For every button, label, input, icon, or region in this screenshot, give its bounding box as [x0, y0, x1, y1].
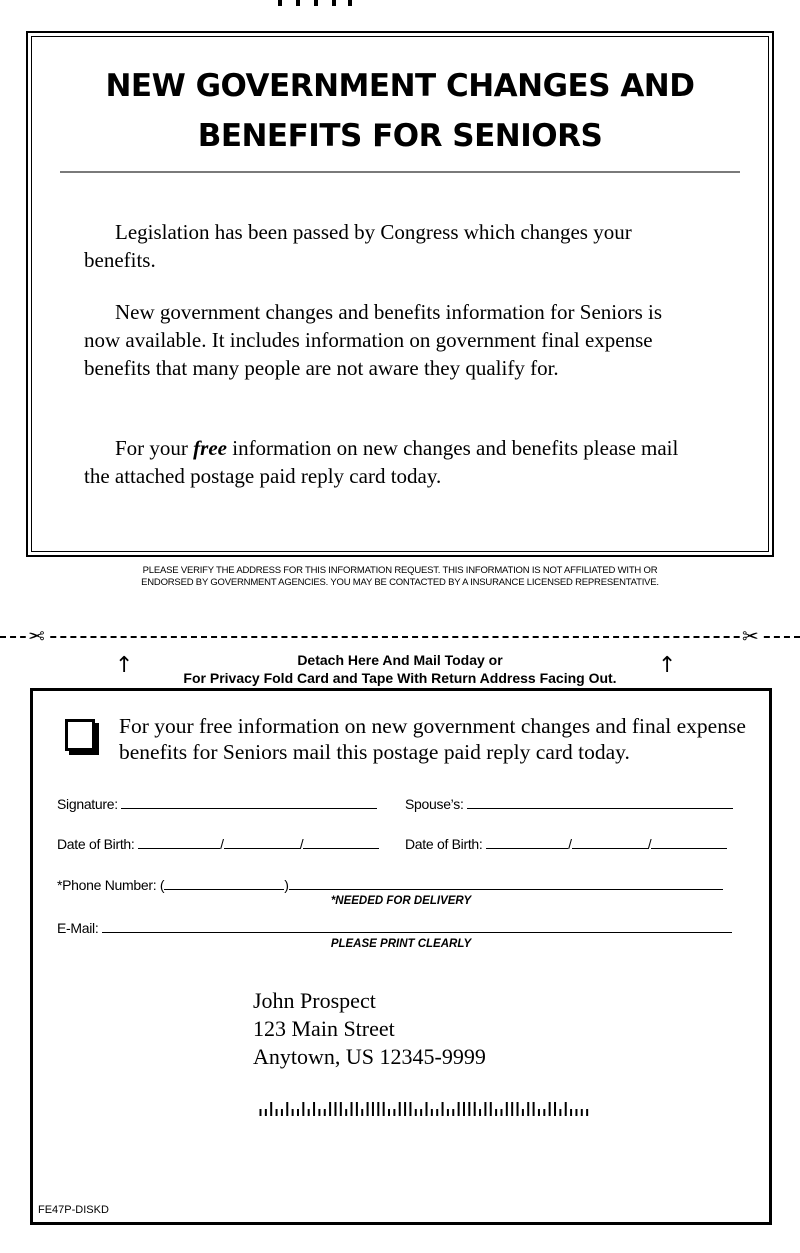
disclaimer-line-1: PLEASE VERIFY THE ADDRESS FOR THIS INFORMATION REQUEST. THIS INFORMATION IS NOT AFFILIATED WITH OR [142, 565, 658, 576]
notice-headline [28, 61, 772, 161]
barcode-bar [340, 1102, 342, 1116]
email-field[interactable] [57, 919, 732, 937]
spouse-dob-year-line[interactable] [651, 835, 727, 849]
dob-year-line[interactable] [303, 835, 379, 849]
barcode-bar [297, 1109, 299, 1116]
email-label: E-Mail: [57, 920, 99, 936]
barcode-bar [490, 1102, 492, 1116]
email-note: PLEASE PRINT CLEARLY [330, 938, 472, 950]
address-name: John Prospect [253, 988, 376, 1013]
barcode-bar [495, 1109, 497, 1116]
headline-line-1: NEW GOVERNMENT CHANGES AND [105, 68, 695, 104]
barcode-bar [404, 1102, 406, 1116]
barcode-bar [517, 1102, 519, 1116]
address-street: 123 Main Street [253, 1016, 395, 1041]
barcode-bar [426, 1102, 428, 1116]
barcode-bar [302, 1102, 304, 1116]
paragraph-3-before: For your [115, 436, 194, 460]
spouse-label: Spouse’s: [405, 796, 464, 812]
barcode-bar [479, 1109, 481, 1116]
barcode-bar [292, 1109, 294, 1116]
barcode-bar [533, 1102, 535, 1116]
barcode-bar [329, 1102, 331, 1116]
barcode-bar [318, 1109, 320, 1116]
barcode-bar [324, 1109, 326, 1116]
barcode-bar [334, 1102, 336, 1116]
spouse-dob-month-line[interactable] [486, 835, 568, 849]
paragraph-3-after: information on new changes and benefits please mail the attached postage paid reply card today. [84, 436, 679, 488]
spouse-dob-separator-2: / [647, 836, 652, 852]
barcode-bar [474, 1102, 476, 1116]
barcode-bar [575, 1109, 577, 1116]
email-line[interactable] [102, 919, 732, 933]
barcode-bar [313, 1102, 315, 1116]
notice-paragraph-3 [84, 434, 684, 490]
detach-instructions [0, 651, 800, 687]
dob-day-line[interactable] [224, 835, 300, 849]
barcode-bar [549, 1102, 551, 1116]
barcode-bar [409, 1102, 411, 1116]
barcode-bar [511, 1102, 513, 1116]
scissors-right-icon: ✂ [742, 624, 759, 648]
barcode-bar [484, 1102, 486, 1116]
cut-line [0, 636, 800, 638]
barcode-bar [399, 1102, 401, 1116]
signature-field[interactable] [57, 795, 377, 813]
spouse-dob-label: Date of Birth: [405, 836, 483, 852]
phone-field[interactable] [57, 876, 723, 894]
arrow-up-left-icon: ↑ [115, 653, 134, 678]
barcode-bar [468, 1102, 470, 1116]
barcode-bar [559, 1109, 561, 1116]
notice-paragraph-1 [84, 218, 684, 274]
barcode-bar [308, 1109, 310, 1116]
phone-close-paren: ) [284, 877, 289, 893]
barcode-bar [447, 1109, 449, 1116]
barcode-bar [527, 1102, 529, 1116]
barcode-bar [463, 1102, 465, 1116]
address-city: Anytown, US 12345-9999 [253, 1044, 486, 1069]
paragraph-1-text: Legislation has been passed by Congress which changes your benefits. [84, 220, 632, 272]
barcode-bar [565, 1102, 567, 1116]
reply-card [30, 688, 772, 1225]
postal-barcode-icon [259, 1101, 591, 1119]
barcode-bar [388, 1109, 390, 1116]
barcode-bar [586, 1109, 588, 1116]
phone-number-line[interactable] [289, 876, 723, 890]
barcode-bar [383, 1102, 385, 1116]
headline-divider [60, 171, 740, 173]
phone-area-code-line[interactable] [164, 876, 284, 890]
barcode-bar [345, 1109, 347, 1116]
barcode-bar [270, 1102, 272, 1116]
barcode-bar [570, 1109, 572, 1116]
dob-month-line[interactable] [138, 835, 220, 849]
barcode-bar [356, 1102, 358, 1116]
barcode-bar [554, 1102, 556, 1116]
barcode-bar [415, 1109, 417, 1116]
detach-line-1: Detach Here And Mail Today or [297, 652, 503, 668]
barcode-bar [393, 1109, 395, 1116]
spouse-line[interactable] [467, 795, 733, 809]
barcode-bar [361, 1109, 363, 1116]
signature-line[interactable] [121, 795, 377, 809]
barcode-bar [276, 1109, 278, 1116]
scissors-left-icon: ✂ [28, 624, 45, 648]
phone-note: *NEEDED FOR DELIVERY [330, 895, 472, 907]
arrow-up-right-icon: ↑ [658, 653, 677, 678]
date-of-birth-field[interactable] [57, 835, 379, 853]
signature-label: Signature: [57, 796, 118, 812]
barcode-bar [500, 1109, 502, 1116]
spouse-dob-separator-1: / [568, 836, 572, 852]
barcode-bar [286, 1102, 288, 1116]
dob-separator-2: / [299, 836, 304, 852]
mailer-code: FE47P-DISKD [38, 1204, 109, 1216]
notice-box [26, 31, 774, 557]
barcode-bar [372, 1102, 374, 1116]
notice-paragraph-2 [84, 298, 684, 382]
barcode-bar [420, 1109, 422, 1116]
reply-card-intro: For your free information on new government changes and final expense benefits for Seniors mail this postage paid reply card today. [119, 714, 746, 764]
spouse-field[interactable] [405, 795, 733, 813]
free-emphasis: free [193, 436, 227, 460]
paragraph-2-text: New government changes and benefits information for Seniors is now available. It includes information on government final expense benefits that many people are not aware they qualify for. [84, 300, 663, 380]
barcode-bar [431, 1109, 433, 1116]
barcode-bar [436, 1109, 438, 1116]
barcode-bar [506, 1102, 508, 1116]
mailing-address [253, 987, 486, 1071]
barcode-bar [442, 1102, 444, 1116]
disclaimer-line-2: ENDORSED BY GOVERNMENT AGENCIES. YOU MAY BE CONTACTED BY A INSURANCE LICENSED REPRESENTATIVE. [141, 577, 659, 588]
request-checkbox[interactable] [65, 719, 99, 755]
disclaimer [0, 565, 800, 589]
barcode-bar [458, 1102, 460, 1116]
spouse-dob-day-line[interactable] [572, 835, 648, 849]
top-edge-marks [272, 0, 362, 6]
barcode-bar [367, 1102, 369, 1116]
headline-line-2: BENEFITS FOR SENIORS [197, 118, 603, 154]
barcode-bar [581, 1109, 583, 1116]
barcode-bar [543, 1109, 545, 1116]
barcode-bar [377, 1102, 379, 1116]
barcode-bar [351, 1102, 353, 1116]
barcode-bar [281, 1109, 283, 1116]
phone-label: *Phone Number: ( [57, 877, 165, 893]
detach-line-2: For Privacy Fold Card and Tape With Return Address Facing Out. [183, 670, 617, 686]
dob-label: Date of Birth: [57, 836, 135, 852]
dob-separator-1: / [220, 836, 224, 852]
spouse-date-of-birth-field[interactable] [405, 835, 727, 853]
barcode-bar [265, 1109, 267, 1116]
barcode-bar [260, 1109, 262, 1116]
barcode-bar [522, 1109, 524, 1116]
barcode-bar [538, 1109, 540, 1116]
barcode-bar [452, 1109, 454, 1116]
